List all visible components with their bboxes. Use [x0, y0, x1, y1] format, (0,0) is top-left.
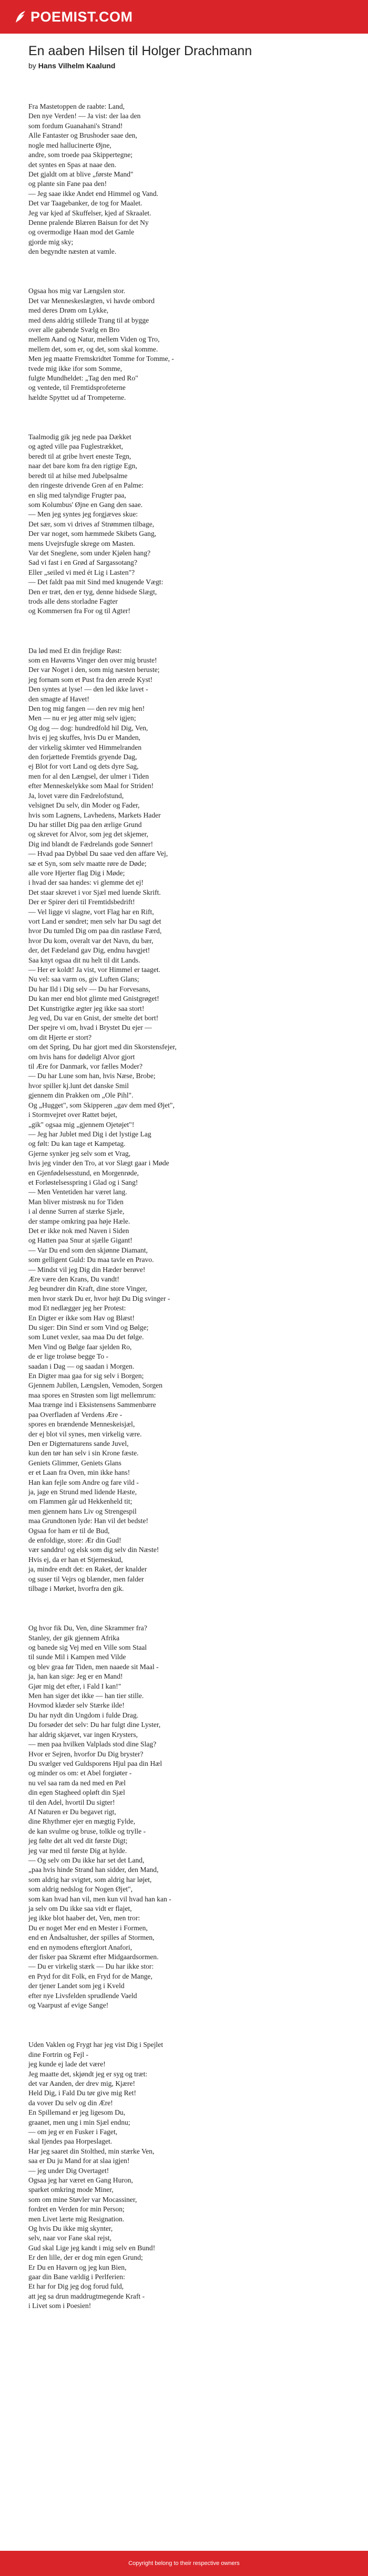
site-footer [0, 2551, 368, 2576]
by-label: by [28, 61, 36, 70]
poem-body [28, 82, 340, 2341]
stanza: Fra Mastetoppen de raabte: Land, Den nye Verden! — Ja vist: der laa den som fordum Guanahani's Strand! Alle Fantaster og Brushoder saae den, nogle med hallucinerte Øjne, andre, som troede paa Skippertegne; det syntes en Spas at naae den. Det gjaldt om at blive „første Mand" og plante sin Fane paa den! — Jeg saae ikke Andet end Himmel og Vand. Det var Taagebanker, de tog for Maalet. Jeg var kjed af Skuffelser, kjed af Skraalet. Denne pralende Blæren Baisun for det Ny og overmodige Haan mod det Gamle gjorde mig sky; den begyndte næsten at vamle. [28, 102, 159, 256]
quill-icon [14, 10, 27, 24]
stanza: Uden Vaklen og Frygt har jeg vist Dig i Spejlet dine Fortrin og Fejl - jeg kunde ej lade det være! Jeg maatte det, skjøndt jeg er syg og træt: det var Aanden, der drev mig, Kjære! Held Dig, i Fald Du tør give mig Ret! da vover Du selv og din Ære! En Spillemand er jeg ligesom Du, graanet, men ung i min Sjæl endnu; — om jeg er en Fusker i Faget, skal Ijendes paa Horpeslaget. Har jeg saaret din Stolthed, min stærke Ven, saa er Du ju Mand for at slaa igjen! — jeg under Dig Overtaget! Ogsaa jeg har været en Gang Huron, sparket omkring mode Miner, som om mine Støvler var Mocassiner, fordret en Verden for min Person; men Livet lærte mig Resignation. Og hvis Du ikke mig skynter, selv, naar vor Fane skal rejst, Gud skal Lige jeg kandt i mig selv en Bund! Er den lille, der er dog min egen Grund; Er Du en Havørn og jeg kun Bien, gaar din Bane vældig i Perlferien: Et har for Dig jeg dog forud fuld, att jeg sa drun maddrugtmegende Kraft - i Livet som i Poesien! [28, 2041, 163, 2310]
stanza: Taalmodig gik jeg nede paa Dækket og agted ville paa Fuglestrækket, beredt til at gribe hvert eneste Tegn, naar det bare kom fra den rigtige Egn, beredt til at hilse med Jubelpsalme den ringeste drivende Gren af en Palme: en slig med talyndige Frugter paa, som Kolumbus' Øjne en Gang den saae. — Men jeg syntes jeg forgjæves skue: Det sær, som vi drives af Strømmen tilbage, Der var noget, som hæmmede Skibets Gang, mens Uvejrsfugle skrege om Masten. Var det Sneglene, som under Kjølen hang? Sad vi fast i en Grød af Sargassotang? Eller „seiled vi med ét Lig i Lasten"? — Det faldt paa mit Sind med knugende Vægt: Den er træt, den er tyg, denne hidsede Slægt, trods alle dens storladne Fagter og Kommersen fra For og til Agter! [28, 433, 163, 615]
logo-text: POEMIST.COM [30, 8, 133, 25]
stanza: Da lød med Et din frejdige Røst: som en Havørns Vinger den over mig bruste! Der var Noget i den, som mig næsten beruste; jeg fornam som et Pust fra den ærede Kyst! Den syntes at lyse! — den led ikke lavet - den smagte af Havet! Den tog mig fangen — den rev mig hen! Men — nu er jeg atter mig selv igjen; Og dog — dog: hundredfold hil Dig, Ven, hvis ej jeg skuffes, hvis Du er Manden, der virkelig skimter ved Himmelranden den forjættede Fremtids gryende Dag, ej Blot for vort Land og dets dyre Sag, men for al den Længsel, der ulmer i Tiden efter Menneskelykke som Maal for Striden! Ja, lovet være din Fædrelofstund, velsignet Du selv, din Moder og Fader, hvis som Lagnens, Lavhedens, Markets Hader Du har stillet Dig paa den ærlige Grund og skrevet for Alvor, som jeg det skjemer, Dig ind blandt de Fædrelands gode Sønner! — Hvad paa Dybbøl Du saae ved den affare Vej, sæ et Syn, som selv maatte røre de Døde; alle vore Hjerter flag Dig i Møde; i hvad der saa handes: vi glemme det ej! Det staar skrevet i vor Sjæl med luende Skrift. Der er Spirer deri til Fremtidsbedrift! — Vel ligge vi slagne, vort Flag har en Rift, vort Land er søndret; men selv har Du sagt det hvor Du tumled Dig om paa din rastløse Færd, hvor Du kom, overalt var det Navn, du bær, der, det Fædeland gav Dig, endnu havgjet! Saa knyt ogsaa dit nu helt til dit Lands. — Her er koldt! Ja vist, vor Himmel er taaget. Nu vel: saa varm os, giv Luften Glans; Du har Ild i Dig selv — Du har Forvesans, Du kan mer end blot glimte med Gnistgrøget! Det Kunstrigtke ægter jeg ikke saa stort! Jeg ved, Du var en Gnist, der smelte det bort! Der spejre vi om, hvad i Brystet Du ejer — om dit Hjerte er stort? om det Spring, Du har gjort med din Skorstensfejer, om hvis hans for dødeligt Alvor gjort til Ære for Danmark, vor fælles Moder? — Du har Lune som han, hvis Næse, Brobe; hvor spiller kj.lunt det danske Smil gjennem din Prakken om „Ole Pihl". Og „Hugget", som Skipperen „gav dem med Øjet", i Stormvejret over Rattet bøjet, „gik" ogsaa mig „gjennem Ojetøjet"! — Jeg har Jublet med Dig i det lystige Lag og følt: Du kan tage et Kampetag. Gjerne synker jeg selv som et Vrag, hvis jeg vinder den Tro, at vor Slægt gaar i Møde en Gjenfødelsesstund, en Morgenrøde, et Forløstelsesspring i Glad og i Sang! — Men Ventetiden har været lang. Man bliver mistrøsk nu for Tiden i al denne Surren af stærke Sjæle, der stampe omkring paa høje Hæle. Det er ikke nok med Naven i Siden og Hatten paa Snur at sjælle Gigant! — Var Du end som den skjønne Diamant, som gelligent Guld: Du maa tavle en Pravo. — Mindst vil jeg Dig din Hæder berøve! Ære være den Krans, Du vandt! Jeg beundrer din Kraft, dine store Vinger, men hvor stærk Du er, hvor højt Du Dig svinger - mod Et nedlægger jeg her Protest: En Digter er ikke som Hav og Blæst! Du siger: Din Sind er som Vind og Bølge; som Lunet vexler, saa maa Du det følge. Men Vind og Bølge faar sjelden Ro, de er lige troløse begge To - saadan i Dag — og saadan i Morgen. En Digter maa gaa for sig selv i Borgen; Gjennem Jubllen, Længslen, Vemoden, Sorgen maa spores en Strøsten som ligt mellemrum: Maa trænge ind i Eksistensens Sammenbære paa Overfladen af Verdens Ære - spores en brændende Menneskeisjæl, der ej blot vil synes, men virkelig være. Den er Digternaturens sande Juvel, kun den tør han selv i sin Krone fæste. Geniets Glimmer, Geniets Glans er et Laan fra Oven, min ikke hans! Han kan fejle som Andre og fare vild - ja, jage en Strund med lidende Hæste, om Flammen går ud Hekkenheld tit; men gjennem hans Liv og Strengespil maa Grundtonen lyde: Han vil det bedste! Ogsaa for ham er til de Bud, de enfoldige, store: Ær din Gud! vær sanddru! og elsk som dig selv din Næste! Hvis ej, da er han et Stjerneskud, ja, mindre endt det: en Raket, der knalder og suser til Vejrs og blænder, men falder tilbage i Mørket, hvorfra den gik. [28, 646, 177, 1592]
stanza: Ogsaa hos mig var Længslen stor. Det var Menneskeslægten, vi havde ombord med deres Drøm om Lykke, med dens aldrig stillede Trang til at bygge over alle gabende Svælg en Bro mellem Aand og Natur, mellem Viden og Tro, mellem det, som er, og det, som skal komme. Men jeg maatte Fremskridtet Tomme for Tomme, - tvede mig ikke ifor som Somme, fulgte Mundheldet: „Tag den med Ro" og ventede, til Fremtidsprofeterne hældte Spyttet ud af Trompeterne. [28, 287, 174, 401]
site-header [0, 0, 368, 34]
copyright-text: Copyright belong to their respective owners [128, 2560, 240, 2567]
stanza: Og hvor fik Du, Ven, dine Skrammer fra? Stanley, der gik gjennem Afrika og banede sig Vej med en Ville som Staal til sunde Mil i Kampen med Vilde og blev graa før Tiden, men naaede sit Maal - ja, han kan sige: Jeg er en Mand! Gjør mig det efter, i Fald I kan!" Men han siger det ikke — han tier stille. Hovmod klæder selv Stærke ilde! Du har nydt din Ungdom i fulde Drag. Du forsøder det selv: Du har fulgt dine Lyster, har aldrig skjævet, var ingen Krysters, — men paa hvilken Valplads stod dine Slag? Hvor er Sejren, hvorfor Du Dig bryster? Du svælger ved Guldsporens Hjul paa din Hæl og minder os om: et Abel forgiøter - nu vel saa ram da ned med en Pæl din egen Stagheed opløft din Sjæl til den Adel, hvortil Du sigter! Af Naturen er Du begavet rigt, dine Rhythmer ejer en mægtig Fylde, de kan svulme og bruse, tolkle og trylle - jeg følte det alt ved dit første Digt; jeg var med til første Dig at hylde. — Og selv om Du ikke har set det Land, „paa hvis hinde Strand han sidder, den Mand, som aldrig har svigtet, som aldrig har løjet, som aldrig nedslog for Nogen Øjet", som kan hvad han vil, men kun vil hvad han kan - ja selv om Du ikke saa vidt er flajet, jeg ikke blot haaber det, Ven, men tror: Du er noget Mer end en Mester i Formen, end en Åndsaltusher, der spilles af Stormen, end en nymodens efterglort Anafori, der fisker paa Skræmt efter Midgaardsormen. — Du er virkelig stærk — Du har ikke stor: en Pryd for dit Folk, en Fryd for de Mange, der tjener Landet som jeg i Kveld efter nye Livsfelden sprudlende Vaeld og Vaarpust af evige Sange! [28, 1624, 171, 2010]
author-name[interactable]: Hans Vilhelm Kaalund [38, 61, 116, 70]
byline [28, 61, 340, 70]
poem-container [0, 34, 368, 2341]
site-logo[interactable] [14, 9, 133, 25]
poem-title: En aaben Hilsen til Holger Drachmann [28, 44, 252, 58]
